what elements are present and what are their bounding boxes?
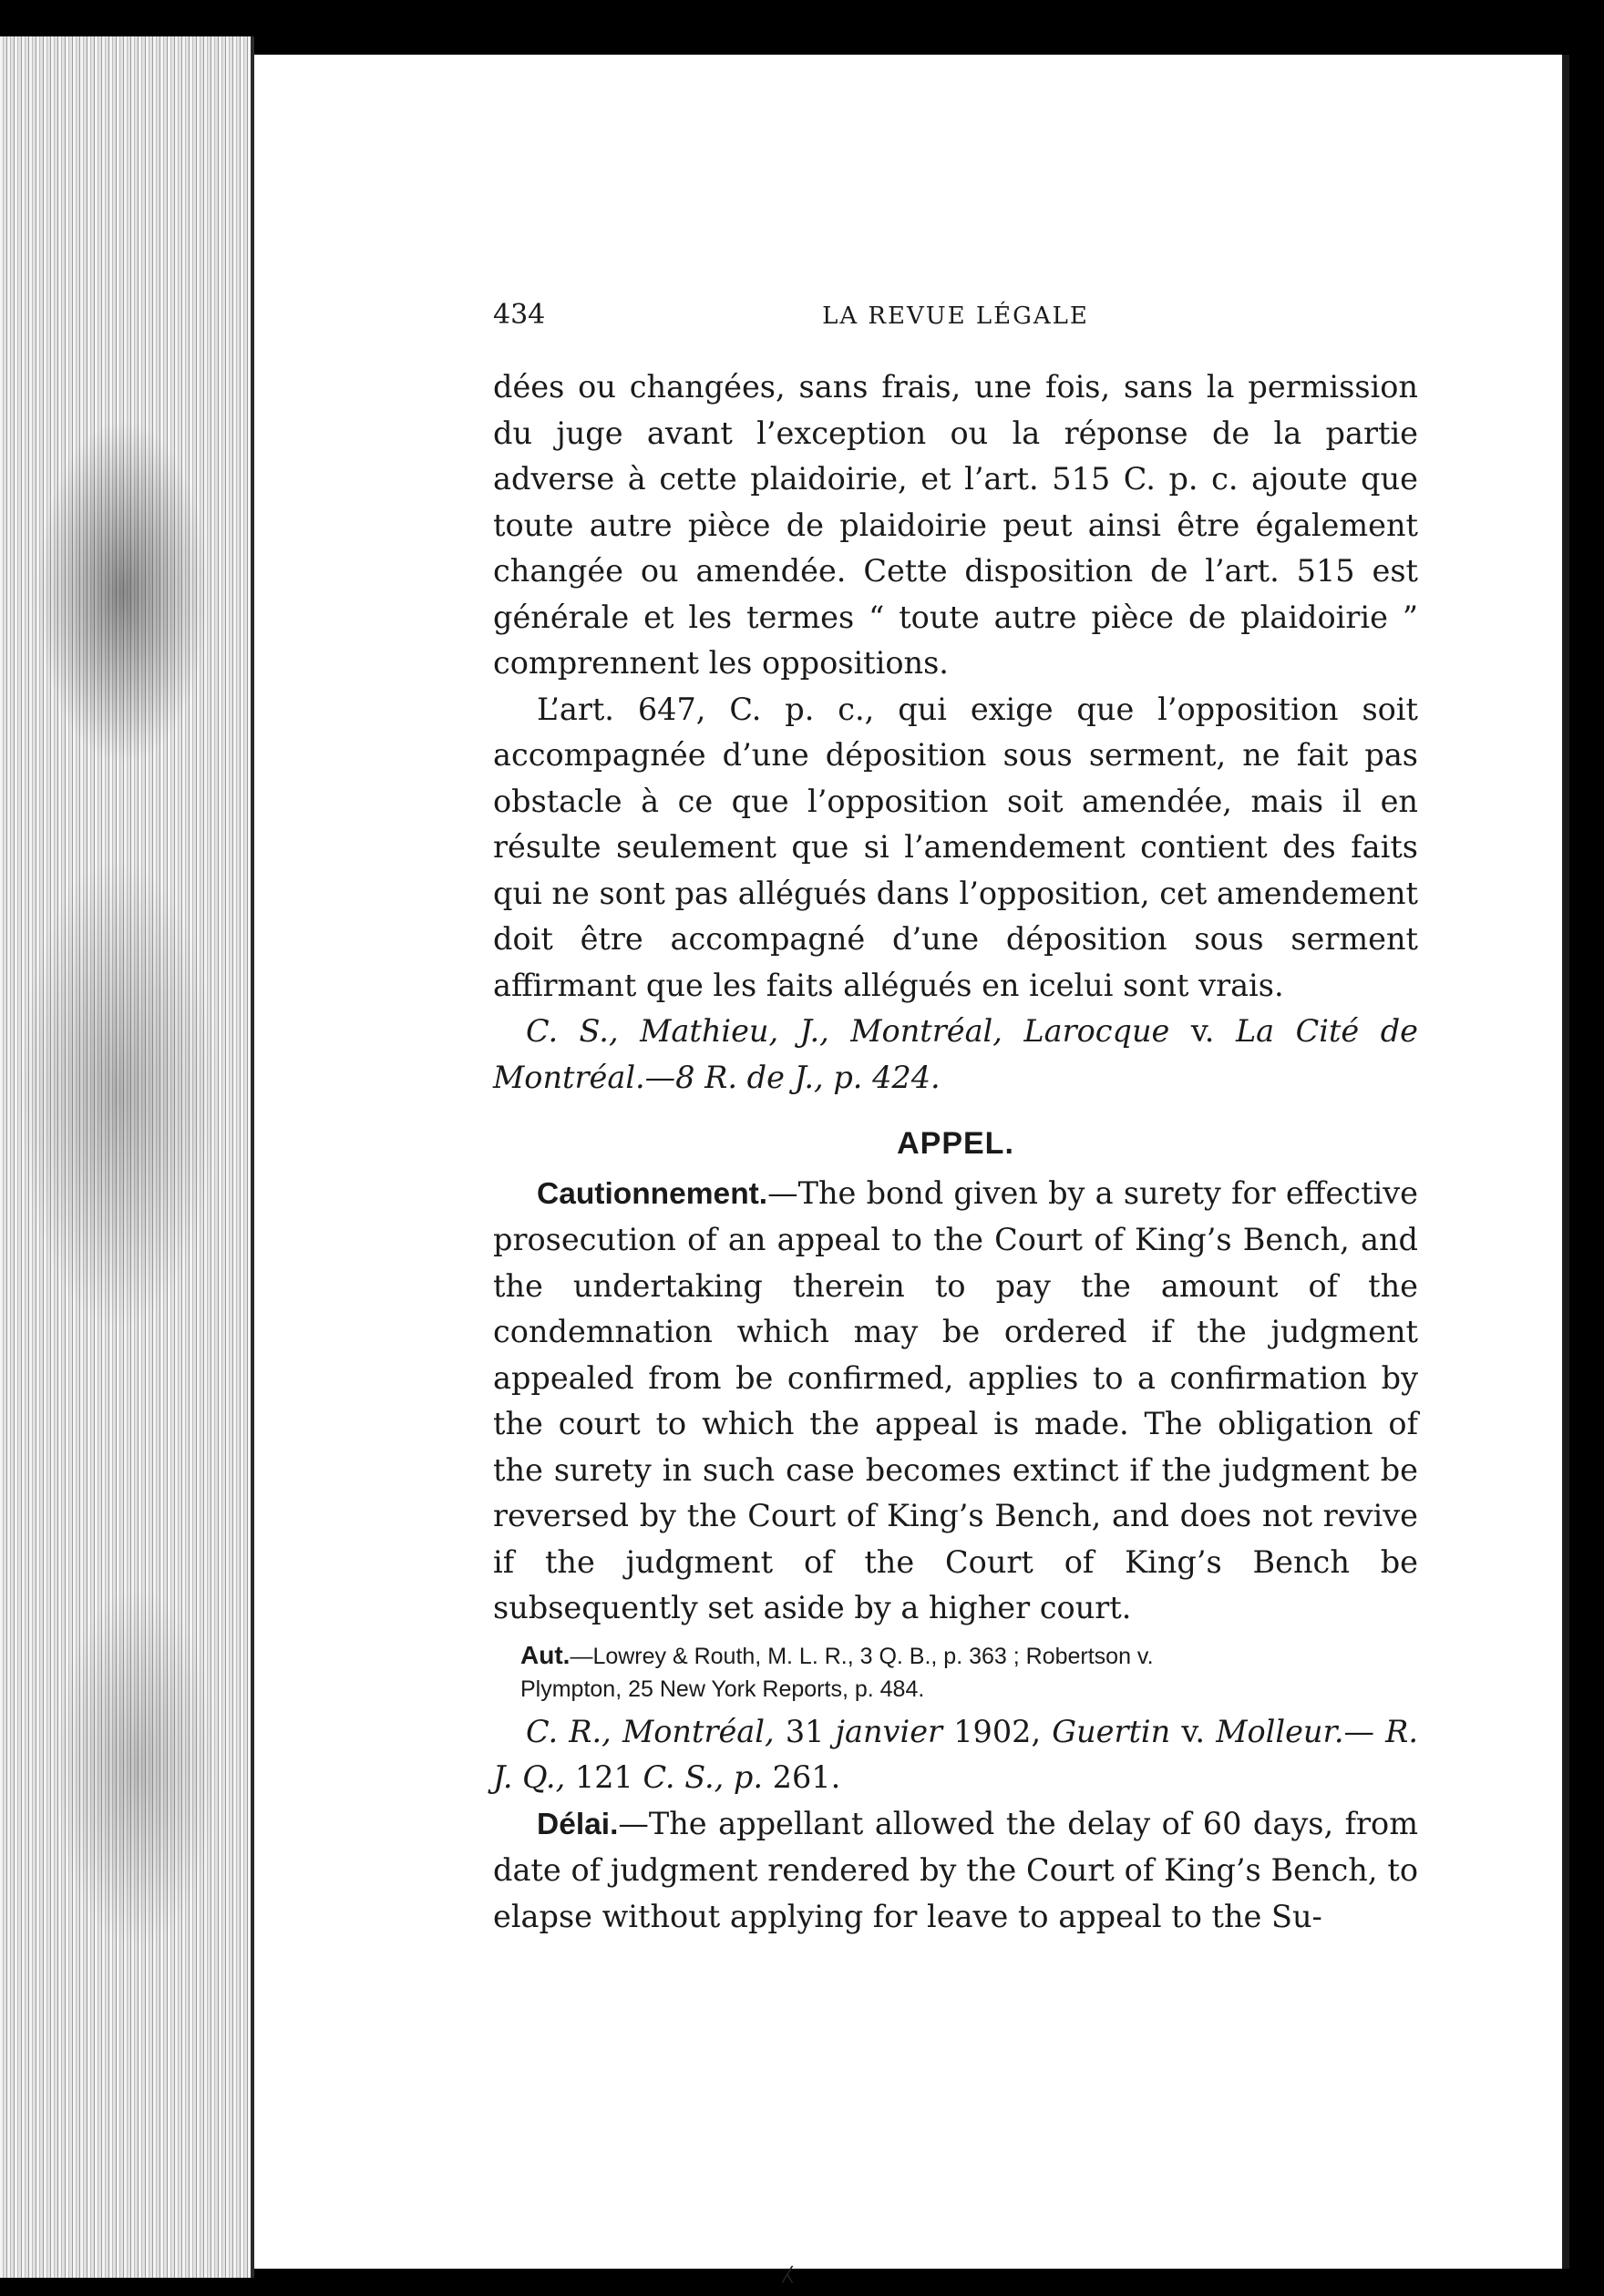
authorities bbox=[493, 1639, 1418, 1706]
citation-versus: v. bbox=[1169, 1013, 1236, 1049]
page-number: 434 bbox=[493, 299, 546, 331]
citation-part: La Cité de Montréal.—8 R. de J., p. 424. bbox=[493, 1013, 1418, 1095]
page-shadow-edge bbox=[1562, 55, 1569, 2269]
journal-title: LA REVUE LÉGALE bbox=[822, 302, 1089, 330]
entry-lead: Cautionnement. bbox=[537, 1176, 768, 1211]
edge-stain bbox=[55, 1585, 219, 1950]
scan-artifact: ⁁ bbox=[783, 2241, 792, 2283]
citation-volume: 121 bbox=[574, 1759, 643, 1795]
paragraph-continuation: dées ou changées, sans frais, une fois, sans la permission du juge avant l’exception ou la réponse de la partie adverse à cette plaidoirie, et l’art. 515 C. p. c. ajoute que toute autre pièce de plaidoirie peut ainsi être également changée ou amendée. Cette disposition de l’art. 515 est générale et les termes “ toute autre pièce de plaidoirie ” comprennent les oppositions. bbox=[493, 369, 1418, 681]
citation-versus: v. bbox=[1170, 1713, 1217, 1749]
page-body bbox=[493, 364, 1418, 1940]
paragraph-delai bbox=[493, 1801, 1418, 1941]
edge-stain bbox=[18, 856, 219, 1330]
authorities-line: Plympton, 25 New York Reports, p. 484. bbox=[520, 1676, 925, 1702]
running-head bbox=[493, 299, 1418, 335]
citation-date: janvier bbox=[835, 1713, 943, 1749]
authorities-line: —Lowrey & Routh, M. L. R., 3 Q. B., p. 363 ; Robertson v. bbox=[570, 1643, 1154, 1669]
citation-part: Guertin bbox=[1052, 1713, 1171, 1749]
case-citation bbox=[493, 1709, 1418, 1801]
edge-stain bbox=[36, 419, 210, 765]
citation-date: 31 bbox=[785, 1713, 836, 1749]
authorities-label: Aut. bbox=[520, 1640, 571, 1669]
case-citation bbox=[493, 1009, 1418, 1101]
citation-part: C. S., Mathieu, J., Montréal, Larocque bbox=[526, 1013, 1170, 1049]
citation-part: Molleur.— R. J. Q., bbox=[493, 1713, 1419, 1795]
paragraph-cautionnement bbox=[493, 1171, 1418, 1632]
book-fore-edge bbox=[0, 36, 254, 2278]
citation-page: 261. bbox=[772, 1759, 841, 1795]
citation-part: C. S., p. bbox=[643, 1759, 773, 1795]
section-heading: APPEL. bbox=[897, 1126, 1014, 1161]
entry-lead: Délai. bbox=[537, 1807, 619, 1841]
entry-text: —The bond given by a surety for effective prosecution of an appeal to the Court of King’s Bench, and the undertaking therein to pay the amount of the condemnation which may be ordered if the judgment appealed from be confirmed, applies to a confirmation by the court to which the appeal is made. The obligation of the surety in such case becomes extinct if the judgment be reversed by the Court of King’s Bench, and does not revive if the judgment of the Court of King’s Bench be subsequently set aside by a higher court. bbox=[493, 1174, 1418, 1625]
citation-date: 1902, bbox=[942, 1713, 1053, 1749]
entry-text: —The appellant allowed the delay of 60 days, from date of judgment rendered by the Court of King’s Bench, to elapse without applying for leave to appeal to the Su- bbox=[493, 1805, 1418, 1934]
citation-part: C. R., Montréal, bbox=[526, 1713, 786, 1749]
book-page bbox=[254, 55, 1562, 2283]
paragraph-art-647: L’art. 647, C. p. c., qui exige que l’opposition soit accompagnée d’une déposition sous serment, ne fait pas obstacle à ce que l’opposition soit amendée, mais il en résulte seulement que si l’amendement contient des faits qui ne sont pas allégués dans l’opposition, cet amendement doit être accompagné d’une déposition sous serment affirmant que les faits allégués en icelui sont vrais. bbox=[493, 691, 1418, 1003]
